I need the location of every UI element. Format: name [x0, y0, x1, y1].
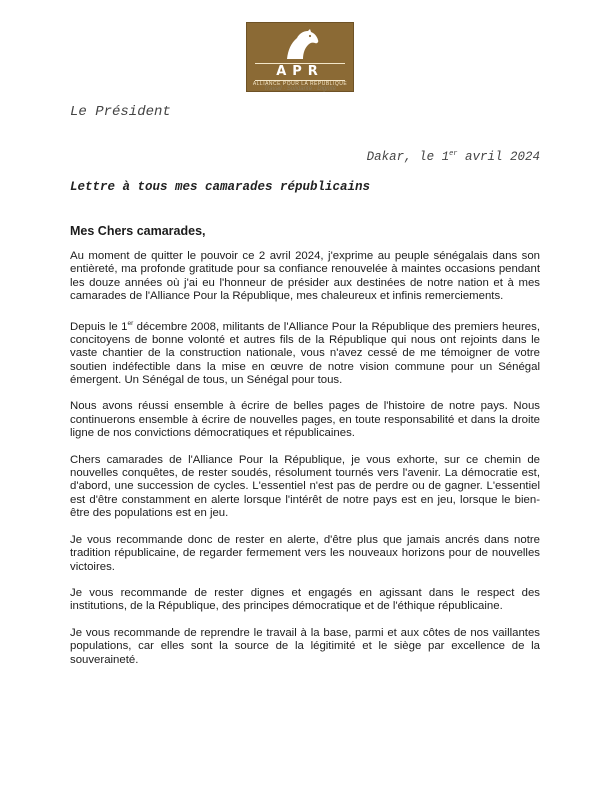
paragraph-3: Nous avons réussi ensemble à écrire de belles pages de l'histoire de notre pays. Nous continuerons ensemble à écrire de nouvelles pages, en toute responsabilité et dans la droite ligne de nos convictions démocratiques et républicaines.	[70, 400, 540, 440]
date-suffix: avril 2024	[457, 150, 540, 165]
letter-subject: Lettre à tous mes camarades républicains	[70, 180, 371, 194]
paragraph-2-prefix: Depuis le 1	[70, 320, 128, 333]
sender-title: Le Président	[70, 104, 171, 120]
letter-body	[70, 250, 540, 680]
paragraph-7: Je vous recommande de reprendre le travail à la base, parmi et aux côtes de nos vaillantes populations, car elles sont la source de la légitimité et le siège par excellence de la souveraineté.	[70, 626, 540, 666]
apr-logo	[246, 22, 354, 92]
paragraph-1: Au moment de quitter le pouvoir ce 2 avril 2024, j'exprime au peuple sénégalais dans son entièreté, ma profonde gratitude pour sa confiance renouvelée à maintes occasions pendant les douze années où j'ai eu l'honneur de présider aux destinées de notre nation et à mes camarades de l'Alliance Pour la République, mes chaleureux et infinis remerciements.	[70, 250, 540, 303]
logo-party-name: ALLIANCE POUR LA REPUBLIQUE	[252, 81, 348, 87]
paragraph-2	[70, 317, 540, 388]
paragraph-4: Chers camarades de l'Alliance Pour la République, je vous exhorte, sur ce chemin de nouvelles conquêtes, de rester soudés, résolument tournés vers l'avenir. La démocratie est, d'abord, une succession de cycles. L'essentiel n'est pas de perdre ou de gagner. L'essentiel est d'être constamment en alerte lorsque l'intérêt de notre pays est en jeu, lorsque le bien-être des populations est en jeu.	[70, 453, 540, 520]
salutation: Mes Chers camarades,	[70, 224, 206, 238]
horse-head-icon	[281, 28, 321, 62]
logo-motto: Travail · Solidarité · Dignité	[264, 86, 336, 92]
date-ordinal: er	[449, 150, 458, 158]
paragraph-5: Je vous recommande donc de rester en alerte, d'être plus que jamais ancrés dans notre tradition républicaine, de regarder fermement vers les nouveaux horizons pour de nouvelles victoires.	[70, 533, 540, 573]
paragraph-2-ordinal: er	[127, 319, 134, 327]
letter-date	[360, 150, 540, 164]
date-prefix: Dakar, le 1	[366, 150, 450, 165]
logo-acronym: APR	[276, 64, 324, 79]
paragraph-6: Je vous recommande de rester dignes et engagés en agissant dans le respect des institutions, de la République, des principes démocratique et de l'éthique républicaine.	[70, 586, 540, 613]
paragraph-2-rest: décembre 2008, militants de l'Alliance Pour la République des premiers heures, concitoyens de bonne volonté et autres fils de la République qui nous ont rejoints dans le vaste chantier de la construction nationale, vous n'avez cessé de me témoigner de votre soutien indéfectible dans la mise en œuvre de notre vision commune pour un Sénégal émergent. Un Sénégal de tous, un Sénégal pour tous.	[70, 320, 540, 387]
